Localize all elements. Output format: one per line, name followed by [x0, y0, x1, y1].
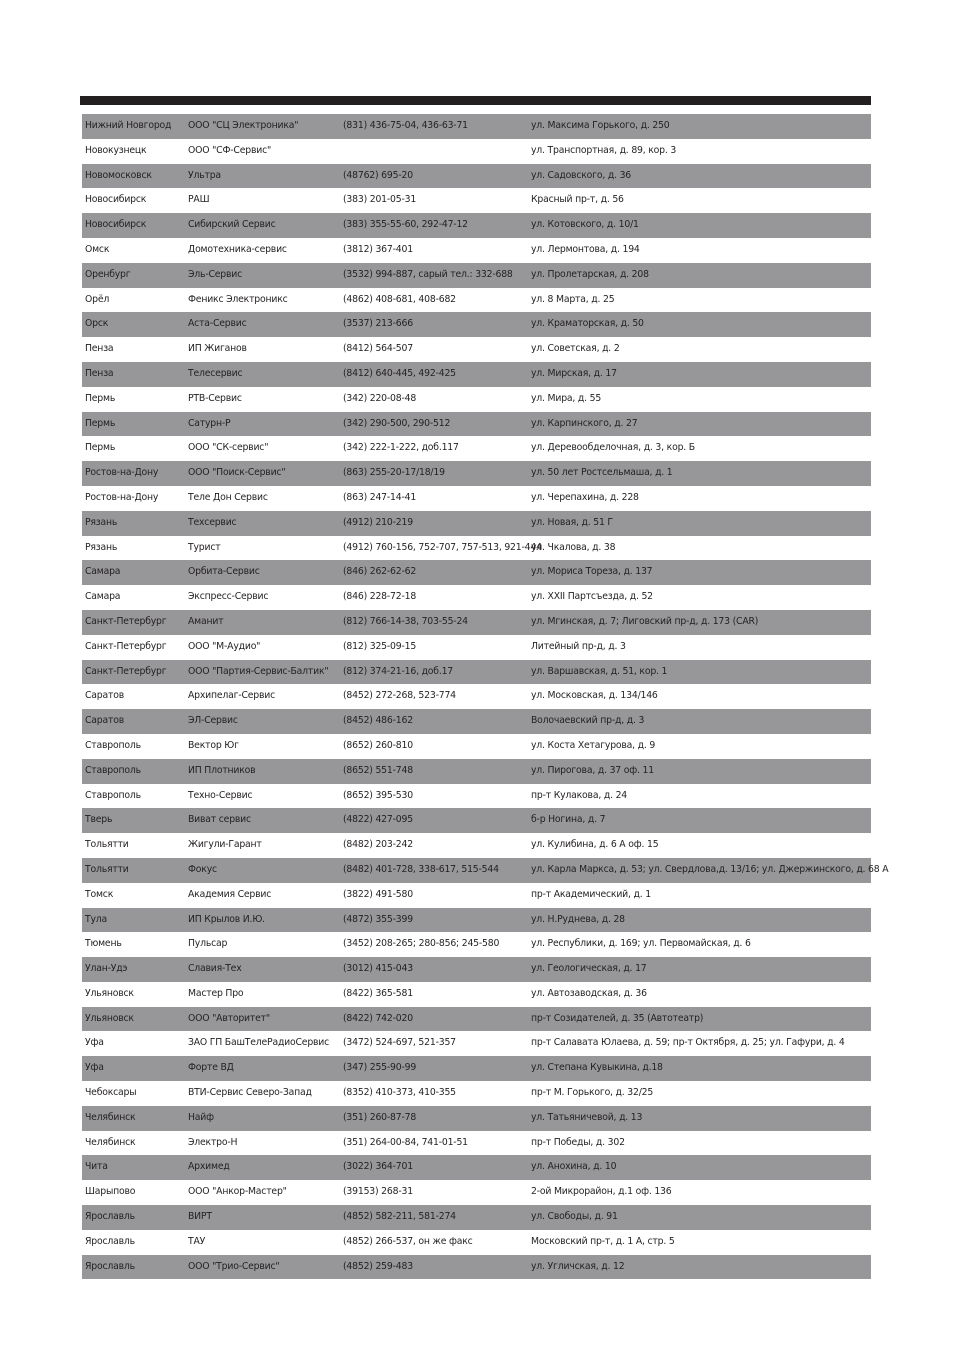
- city-cell: Тюмень: [85, 938, 122, 950]
- phone-cell: (846) 262-62-62: [343, 566, 417, 578]
- table-row: [82, 1056, 871, 1081]
- city-cell: Пенза: [85, 343, 114, 355]
- table-row: [82, 486, 871, 511]
- company-cell: Аманит: [188, 615, 224, 627]
- phone-cell: (342) 220-08-48: [343, 392, 417, 404]
- table-row: [82, 164, 871, 189]
- phone-cell: (351) 264-00-84, 741-01-51: [343, 1136, 468, 1148]
- company-cell: Фокус: [188, 863, 217, 875]
- city-cell: Ярославль: [85, 1260, 135, 1272]
- company-cell: Архипелаг-Сервис: [188, 690, 276, 702]
- company-cell: Теле Дон Сервис: [188, 491, 268, 503]
- phone-cell: (4852) 266-537, он же факс: [343, 1235, 473, 1247]
- company-cell: Электро-Н: [188, 1136, 238, 1148]
- city-cell: Чебоксары: [85, 1087, 137, 1099]
- table-row: [82, 1230, 871, 1255]
- city-cell: Саратов: [85, 690, 124, 702]
- address-cell: ул. Республики, д. 169; ул. Первомайская, д. 6: [531, 938, 751, 950]
- phone-cell: (8352) 410-373, 410-355: [343, 1087, 456, 1099]
- phone-cell: (8422) 742-020: [343, 1012, 413, 1024]
- company-cell: Форте ВД: [188, 1062, 234, 1074]
- phone-cell: (383) 355-55-60, 292-47-12: [343, 219, 468, 231]
- city-cell: Ростов-на-Дону: [85, 491, 159, 503]
- company-cell: Славия-Тех: [188, 963, 242, 975]
- table-row: [82, 412, 871, 437]
- phone-cell: (4912) 210-219: [343, 516, 413, 528]
- table-row: [82, 858, 889, 883]
- address-cell: ул. XXII Партсъезда, д. 52: [531, 591, 653, 603]
- city-cell: Саратов: [85, 715, 124, 727]
- company-cell: ИП Жиганов: [188, 343, 247, 355]
- phone-cell: (812) 766-14-38, 703-55-24: [343, 615, 468, 627]
- company-cell: Жигули-Гарант: [188, 839, 262, 851]
- company-cell: РАШ: [188, 194, 210, 206]
- city-cell: Уфа: [85, 1062, 104, 1074]
- table-row: [82, 1106, 871, 1131]
- city-cell: Санкт-Петербург: [85, 615, 167, 627]
- phone-cell: (812) 374-21-16, доб.17: [343, 665, 454, 677]
- company-cell: Архимед: [188, 1161, 230, 1173]
- table-row: [82, 734, 871, 759]
- phone-cell: (831) 436-75-04, 436-63-71: [343, 120, 468, 131]
- address-cell: 2-ой Микрорайон, д.1 оф. 136: [531, 1186, 672, 1198]
- phone-cell: (4852) 582-211, 581-274: [343, 1211, 456, 1223]
- address-cell: ул. Коста Хетагурова, д. 9: [531, 739, 656, 751]
- table-row: [82, 982, 871, 1007]
- company-cell: Ультра: [188, 169, 221, 181]
- company-cell: ТАУ: [188, 1235, 206, 1247]
- table-row: [82, 833, 871, 858]
- table-row: [82, 1205, 871, 1230]
- city-cell: Уфа: [85, 1037, 104, 1049]
- table-row: [82, 1031, 871, 1056]
- table-row: [82, 684, 871, 709]
- city-cell: Чита: [85, 1161, 108, 1173]
- address-cell: ул. Н.Руднева, д. 28: [531, 913, 625, 925]
- table-row: [82, 461, 871, 486]
- city-cell: Челябинск: [85, 1136, 136, 1148]
- city-cell: Новомосковск: [85, 169, 152, 181]
- phone-cell: (8482) 401-728, 338-617, 515-544: [343, 863, 499, 875]
- table-row: [82, 362, 871, 387]
- table-row: [82, 263, 871, 288]
- company-cell: ВИРТ: [188, 1211, 212, 1223]
- phone-cell: (3822) 491-580: [343, 888, 413, 900]
- table-row: [82, 660, 871, 685]
- address-cell: ул. Деревообделочная, д. 3, кор. Б: [531, 442, 695, 454]
- company-cell: Мастер Про: [188, 987, 244, 999]
- address-cell: Литейный пр-д, д. 3: [531, 640, 626, 652]
- company-cell: Домотехника-сервис: [188, 243, 287, 255]
- address-cell: ул. 8 Марта, д. 25: [531, 293, 615, 305]
- address-cell: ул. 50 лет Ростсельмаша, д. 1: [531, 467, 673, 479]
- phone-cell: (8422) 365-581: [343, 987, 413, 999]
- company-cell: ООО "Поиск-Сервис": [188, 467, 286, 479]
- city-cell: Пермь: [85, 417, 116, 429]
- table-row: [82, 1081, 871, 1106]
- city-cell: Тула: [85, 913, 108, 925]
- table-row: [82, 288, 871, 313]
- company-cell: Академия Сервис: [188, 888, 272, 900]
- address-cell: ул. Московская, д. 134/146: [531, 690, 658, 702]
- table-row: [82, 213, 871, 238]
- city-cell: Ярославль: [85, 1211, 135, 1223]
- company-cell: ИП Плотников: [188, 764, 256, 776]
- phone-cell: (8452) 486-162: [343, 715, 413, 727]
- table-row: [82, 387, 871, 412]
- phone-cell: (48762) 695-20: [343, 169, 413, 181]
- address-cell: ул. Геологическая, д. 17: [531, 963, 647, 975]
- phone-cell: (8412) 564-507: [343, 343, 413, 355]
- address-cell: ул. Мориса Тореза, д. 137: [531, 566, 653, 578]
- company-cell: Аста-Сервис: [188, 318, 247, 330]
- company-cell: Техсервис: [188, 516, 237, 528]
- phone-cell: (8652) 260-810: [343, 739, 413, 751]
- company-cell: Пульсар: [188, 938, 228, 950]
- table-row: [82, 759, 871, 784]
- company-cell: Эль-Сервис: [188, 268, 243, 280]
- city-cell: Новосибирск: [85, 194, 147, 206]
- phone-cell: (351) 260-87-78: [343, 1111, 417, 1123]
- phone-cell: (846) 228-72-18: [343, 591, 417, 603]
- address-cell: ул. Мгинская, д. 7; Лиговский пр-д, д. 173 (CAR): [531, 615, 759, 627]
- phone-cell: (347) 255-90-99: [343, 1062, 417, 1074]
- phone-cell: (8652) 395-530: [343, 789, 413, 801]
- phone-cell: (863) 255-20-17/18/19: [343, 467, 445, 479]
- city-cell: Самара: [85, 591, 121, 603]
- address-cell: пр-т Кулакова, д. 24: [531, 789, 628, 801]
- city-cell: Омск: [85, 243, 110, 255]
- table-row: [82, 1131, 871, 1156]
- address-cell: ул. Лермонтова, д. 194: [531, 243, 640, 255]
- city-cell: Ростов-на-Дону: [85, 467, 159, 479]
- table-row: [82, 808, 871, 833]
- address-cell: ул. Кулибина, д. 6 А оф. 15: [531, 839, 659, 851]
- phone-cell: (4852) 259-483: [343, 1260, 413, 1272]
- address-cell: Красный пр-т, д. 56: [531, 194, 624, 206]
- city-cell: Пенза: [85, 367, 114, 379]
- address-cell: пр-т М. Горького, д. 32/25: [531, 1087, 654, 1099]
- city-cell: Санкт-Петербург: [85, 665, 167, 677]
- phone-cell: (3532) 994-887, сарый тел.: 332-688: [343, 268, 513, 280]
- phone-cell: (342) 222-1-222, доб.117: [343, 442, 459, 454]
- company-cell: ООО "СК-сервис": [188, 442, 269, 454]
- address-cell: ул. Транспортная, д. 89, кор. 3: [531, 144, 677, 156]
- city-cell: Ульяновск: [85, 1012, 134, 1024]
- company-cell: ЭЛ-Сервис: [188, 715, 238, 727]
- table-row: [82, 536, 871, 561]
- table-row: [82, 188, 871, 213]
- table-row: [82, 908, 871, 933]
- company-cell: Вектор Юг: [188, 739, 239, 751]
- phone-cell: (812) 325-09-15: [343, 640, 417, 652]
- city-cell: Новосибирск: [85, 219, 147, 231]
- table-row: [82, 312, 871, 337]
- city-cell: Улан-Удэ: [85, 963, 128, 975]
- phone-cell: (3812) 367-401: [343, 243, 413, 255]
- city-cell: Тольятти: [85, 839, 129, 851]
- company-cell: Найф: [188, 1111, 214, 1123]
- phone-cell: (8452) 272-268, 523-774: [343, 690, 456, 702]
- city-cell: Орск: [85, 318, 109, 330]
- city-cell: Ульяновск: [85, 987, 134, 999]
- table-row: [82, 883, 871, 908]
- address-cell: ул. Садовского, д. 36: [531, 169, 632, 181]
- company-cell: ООО "Партия-Сервис-Балтик": [188, 665, 329, 677]
- service-centers-table: [82, 114, 889, 1279]
- table-row: [82, 1155, 871, 1180]
- city-cell: Санкт-Петербург: [85, 640, 167, 652]
- table-row: [82, 139, 871, 164]
- company-cell: Феникс Электроникс: [188, 293, 288, 305]
- address-cell: ул. Советская, д. 2: [531, 343, 620, 355]
- table-row: [82, 1180, 871, 1205]
- phone-cell: (8412) 640-445, 492-425: [343, 367, 456, 379]
- table-row: [82, 1007, 871, 1032]
- phone-cell: (3452) 208-265; 280-856; 245-580: [343, 938, 500, 950]
- address-cell: пр-т Академический, д. 1: [531, 888, 651, 900]
- phone-cell: (383) 201-05-31: [343, 194, 417, 206]
- address-cell: ул. Максима Горького, д. 250: [531, 120, 670, 131]
- address-cell: ул. Угличская, д. 12: [531, 1260, 625, 1272]
- company-cell: ООО "СЦ Электроника": [188, 120, 299, 131]
- address-cell: пр-т Созидателей, д. 35 (Автотеатр): [531, 1012, 704, 1024]
- company-cell: Сатурн-Р: [188, 417, 231, 429]
- city-cell: Ставрополь: [85, 789, 141, 801]
- address-cell: ул. Свободы, д. 91: [531, 1211, 618, 1223]
- city-cell: Ставрополь: [85, 764, 141, 776]
- table-row: [82, 610, 871, 635]
- table-row: [82, 114, 871, 139]
- phone-cell: (4862) 408-681, 408-682: [343, 293, 456, 305]
- phone-cell: (863) 247-14-41: [343, 491, 417, 503]
- city-cell: Нижний Новгород: [85, 120, 172, 131]
- city-cell: Пермь: [85, 392, 116, 404]
- address-cell: ул. Пролетарская, д. 208: [531, 268, 649, 280]
- phone-cell: (342) 290-500, 290-512: [343, 417, 451, 429]
- city-cell: Рязань: [85, 516, 118, 528]
- company-cell: ООО "Анкор-Мастер": [188, 1186, 287, 1198]
- phone-cell: (4912) 760-156, 752-707, 757-513, 921-444: [343, 541, 542, 553]
- company-cell: Телесервис: [188, 367, 243, 379]
- company-cell: Сибирский Сервис: [188, 219, 276, 231]
- address-cell: пр-т Салавата Юлаева, д. 59; пр-т Октября, д. 25; ул. Гафури, д. 4: [531, 1037, 845, 1049]
- address-cell: ул. Автозаводская, д. 36: [531, 987, 647, 999]
- company-cell: ООО "Авторитет": [188, 1012, 270, 1024]
- company-cell: Турист: [188, 541, 221, 553]
- phone-cell: (4872) 355-399: [343, 913, 413, 925]
- company-cell: Виват сервис: [188, 814, 251, 826]
- phone-cell: (3537) 213-666: [343, 318, 413, 330]
- company-cell: Экспресс-Сервис: [188, 591, 269, 603]
- table-row: [82, 436, 871, 461]
- company-cell: ООО "Трио-Сервис": [188, 1260, 280, 1272]
- phone-cell: (3022) 364-701: [343, 1161, 413, 1173]
- table-row: [82, 635, 871, 660]
- phone-cell: (3012) 415-043: [343, 963, 413, 975]
- city-cell: Челябинск: [85, 1111, 136, 1123]
- phone-cell: (39153) 268-31: [343, 1186, 413, 1198]
- company-cell: ЗАО ГП БашТелеРадиоСервис: [188, 1037, 330, 1049]
- table-row: [82, 238, 871, 263]
- table-row: [82, 1255, 871, 1280]
- address-cell: ул. Мирская, д. 17: [531, 367, 617, 379]
- table-row: [82, 957, 871, 982]
- address-cell: ул. Краматорская, д. 50: [531, 318, 644, 330]
- table-row: [82, 784, 871, 809]
- city-cell: Пермь: [85, 442, 116, 454]
- address-cell: ул. Варшавская, д. 51, кор. 1: [531, 665, 668, 677]
- address-cell: ул. Пирогова, д. 37 оф. 11: [531, 764, 654, 776]
- address-cell: Московский пр-т, д. 1 А, стр. 5: [531, 1235, 675, 1247]
- city-cell: Самара: [85, 566, 121, 578]
- address-cell: ул. Карла Маркса, д. 53; ул. Свердлова,д. 13/16; ул. Джержинского, д. 68 А: [531, 863, 889, 875]
- phone-cell: (8482) 203-242: [343, 839, 413, 851]
- city-cell: Орёл: [85, 293, 110, 305]
- address-cell: ул. Карпинского, д. 27: [531, 417, 638, 429]
- table-row: [82, 932, 871, 957]
- city-cell: Томск: [85, 888, 114, 900]
- company-cell: Техно-Сервис: [188, 789, 253, 801]
- city-cell: Ставрополь: [85, 739, 141, 751]
- company-cell: ИП Крылов И.Ю.: [188, 913, 265, 925]
- city-cell: Ярославль: [85, 1235, 135, 1247]
- phone-cell: (8652) 551-748: [343, 764, 413, 776]
- table-row: [82, 560, 871, 585]
- table-row: [82, 709, 871, 734]
- table-row: [82, 585, 871, 610]
- phone-cell: (4822) 427-095: [343, 814, 413, 826]
- table-row: [82, 511, 871, 536]
- address-cell: ул. Черепахина, д. 228: [531, 491, 639, 503]
- company-cell: ООО "СФ-Сервис": [188, 144, 272, 156]
- table-row: [82, 337, 871, 362]
- city-cell: Шарыпово: [85, 1186, 136, 1198]
- city-cell: Новокузнецк: [85, 144, 147, 156]
- address-cell: ул. Чкалова, д. 38: [531, 541, 616, 553]
- address-cell: ул. Степана Кувыкина, д.18: [531, 1062, 663, 1074]
- address-cell: ул. Мира, д. 55: [531, 392, 602, 404]
- address-cell: ул. Татьяничевой, д. 13: [531, 1111, 643, 1123]
- header-rule: [80, 96, 871, 105]
- phone-cell: (3472) 524-697, 521-357: [343, 1037, 456, 1049]
- address-cell: ул. Котовского, д. 10/1: [531, 219, 639, 231]
- address-cell: ул. Новая, д. 51 Г: [531, 516, 613, 528]
- address-cell: б-р Ногина, д. 7: [531, 814, 606, 826]
- address-cell: Волочаевский пр-д, д. 3: [531, 715, 645, 727]
- address-cell: пр-т Победы, д. 302: [531, 1136, 625, 1148]
- city-cell: Рязань: [85, 541, 118, 553]
- city-cell: Тольятти: [85, 863, 129, 875]
- city-cell: Оренбург: [85, 268, 131, 280]
- company-cell: ООО "М-Аудио": [188, 640, 261, 652]
- company-cell: РТВ-Сервис: [188, 392, 242, 404]
- company-cell: ВТИ-Сервис Северо-Запад: [188, 1087, 312, 1099]
- address-cell: ул. Анохина, д. 10: [531, 1161, 617, 1173]
- company-cell: Орбита-Сервис: [188, 566, 260, 578]
- city-cell: Тверь: [85, 814, 113, 826]
